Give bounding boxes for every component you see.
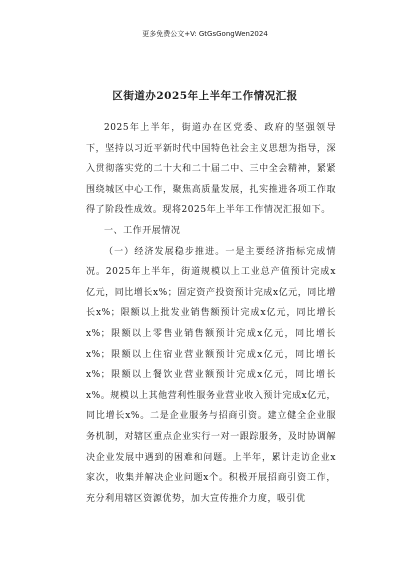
intro-paragraph: 2025年上半年，街道办在区党委、政府的坚强领导下，坚持以习近平新时代中国特色社会主义思想为指导，深入贯彻落实党的二十大和二十届二中、三中全会精神，紧紧围绕城区中心工作，聚焦高质量发展，扎实推进各项工作取得了阶段性成效。现将2025年上半年工作情况汇报如下。 <box>86 123 336 216</box>
section-heading: 一、工作开展情况 <box>104 225 181 236</box>
watermark-text: 更多免费公文+V: GtGsGongWen2024 <box>142 30 268 38</box>
document-body <box>86 118 336 509</box>
body-paragraph: （一）经济发展稳步推进。一是主要经济指标完成情况。2025年上半年，街道规模以上工业总产值预计完成x亿元，同比增长x%；固定资产投资预计完成x亿元，同比增长x%；限额以上批发业销售额预计完成x亿元，同比增长x%；限额以上零售业销售额预计完成x亿元，同比增长x%；限额以上住宿业营业额预计完成x亿元，同比增长x%；限额以上餐饮业营业额预计完成x亿元，同比增长x%。规模以上其他营利性服务业营业收入预计完成x亿元，同比增长x%。二是企业服务与招商引资。建立健全企业服务机制，对辖区重点企业实行一对一跟踪服务，及时协调解决企业发展中遇到的困难和问题。上半年，累计走访企业x家次，收集并解决企业问题x个。积极开展招商引资工作，充分利用辖区资源优势，加大宣传推介力度，吸引优 <box>86 246 336 504</box>
document-title: 区街道办2025年上半年工作情况汇报 <box>112 90 298 102</box>
